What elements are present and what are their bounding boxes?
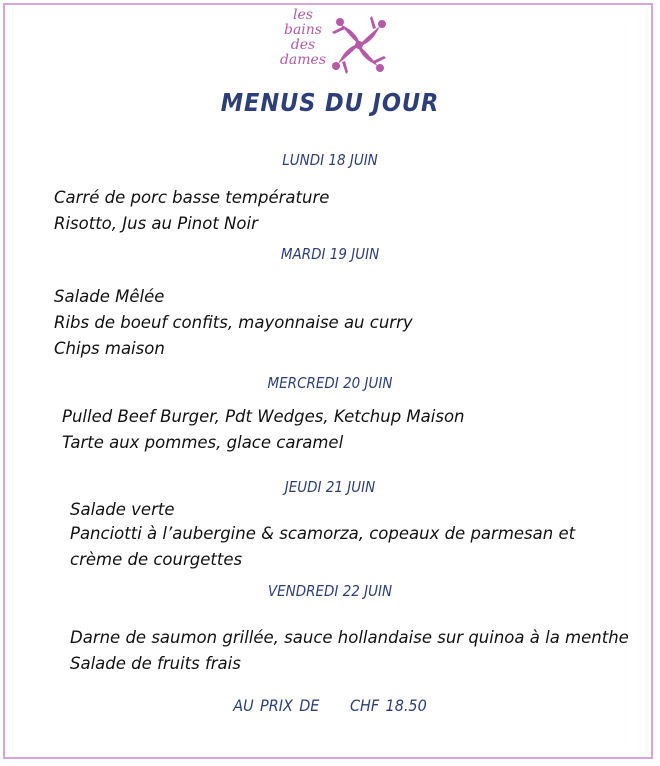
day-heading-mercredi: MERCREDI 20 JUIN [267, 374, 393, 392]
logo-line-1: les [293, 7, 313, 23]
day-heading-jeudi: JEUDI 21 JUIN [284, 478, 376, 496]
page-title: MENUS DU JOUR [220, 88, 440, 117]
logo-line-2: bains [284, 22, 322, 38]
dish-jeudi-1: Salade verte [70, 500, 175, 519]
swimmers-logo-icon [328, 12, 390, 78]
day-heading-lundi: LUNDI 18 JUIN [282, 151, 378, 169]
day-heading-mardi: MARDI 19 JUIN [280, 245, 380, 263]
price-line [33, 696, 627, 715]
logo-text [272, 8, 334, 68]
dish-mardi-1: Salade Mêlée [54, 287, 165, 306]
dish-lundi-2: Risotto, Jus au Pinot Noir [54, 214, 258, 233]
dish-mardi-3: Chips maison [54, 339, 165, 358]
dish-jeudi-2: Panciotti à l’aubergine & scamorza, copeaux de parmesan et [70, 524, 576, 543]
dish-mercredi-1: Pulled Beef Burger, Pdt Wedges, Ketchup Maison [62, 407, 465, 426]
price-amount: CHF 18.50 [349, 696, 427, 715]
price-label: AU PRIX DE [233, 696, 320, 715]
dish-mardi-2: Ribs de boeuf confits, mayonnaise au curry [54, 313, 413, 332]
dish-mercredi-2: Tarte aux pommes, glace caramel [62, 433, 344, 452]
dish-lundi-1: Carré de porc basse température [54, 188, 330, 207]
dish-jeudi-3: crème de courgettes [70, 550, 243, 569]
logo-line-4: dames [279, 52, 327, 68]
day-heading-vendredi: VENDREDI 22 JUIN [267, 582, 393, 600]
dish-vendredi-2: Salade de fruits frais [70, 654, 241, 673]
logo-line-3: des [290, 37, 316, 53]
dish-vendredi-1: Darne de saumon grillée, sauce hollandaise sur quinoa à la menthe [70, 628, 629, 647]
logo [272, 8, 392, 80]
